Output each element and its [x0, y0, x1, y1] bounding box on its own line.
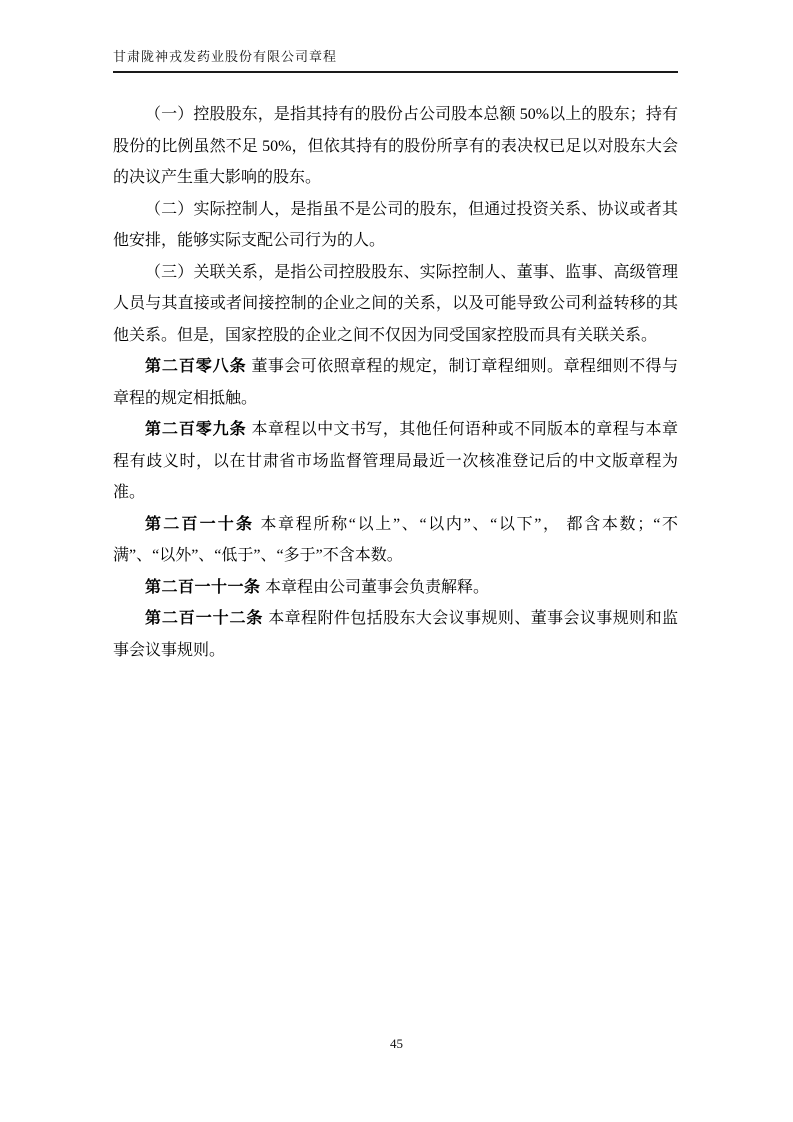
document-body: [113, 99, 678, 666]
document-title: 甘肃陇神戎发药业股份有限公司章程: [113, 49, 338, 64]
paragraph-text: （一）控股股东，是指其持有的股份占公司股本总额 50%以上的股东；持有股份的比例虽然不足 50%，但依其持有的股份所享有的表决权已足以对股东大会的决议产生重大影响的股东。: [113, 106, 678, 186]
article-term: 第二百一十二条: [145, 610, 269, 627]
paragraph-text: （二）实际控制人，是指虽不是公司的股东，但通过投资关系、协议或者其他安排，能够实际支配公司行为的人。: [113, 200, 678, 249]
paragraph: [113, 414, 678, 509]
article-term: 第二百零八条: [145, 358, 252, 375]
paragraph-text: 本章程附件包括股东大会议事规则、董事会议事规则和监事会议事规则。: [113, 610, 678, 659]
paragraph: [113, 572, 678, 604]
article-term: 第二百一十一条: [145, 578, 266, 596]
paragraph-text: 本章程以中文书写，其他任何语种或不同版本的章程与本章程有歧义时，以在甘肃省市场监督管理局最近一次核准登记后的中文版章程为准。: [113, 421, 678, 501]
page-header: [113, 46, 678, 73]
paragraph-text: 董事会可依照章程的规定，制订章程细则。章程细则不得与章程的规定相抵触。: [113, 358, 678, 407]
paragraph: [113, 603, 678, 666]
page-number: 45: [390, 1036, 403, 1051]
paragraph: [113, 194, 678, 257]
article-term: 第二百零九条: [145, 421, 252, 438]
paragraph-text: （三）关联关系，是指公司控股股东、实际控制人、董事、监事、高级管理人员与其直接或者间接控制的企业之间的关系，以及可能导致公司利益转移的其他关系。但是，国家控股的企业之间不仅因为同受国家控股而具有关联关系。: [113, 263, 678, 344]
article-term: 第二百一十条: [145, 515, 261, 533]
paragraph: [113, 257, 678, 352]
paragraph: [113, 99, 678, 194]
paragraph: [113, 509, 678, 572]
page-footer: [0, 1036, 793, 1052]
paragraph: [113, 351, 678, 414]
paragraph-text: 本章程由公司董事会负责解释。: [265, 578, 490, 596]
paragraph-text: 本章程所称“以上”、“以内”、“以下”， 都含本数；“不满”、“以外”、“低于”、“多于”不含本数。: [113, 515, 678, 564]
